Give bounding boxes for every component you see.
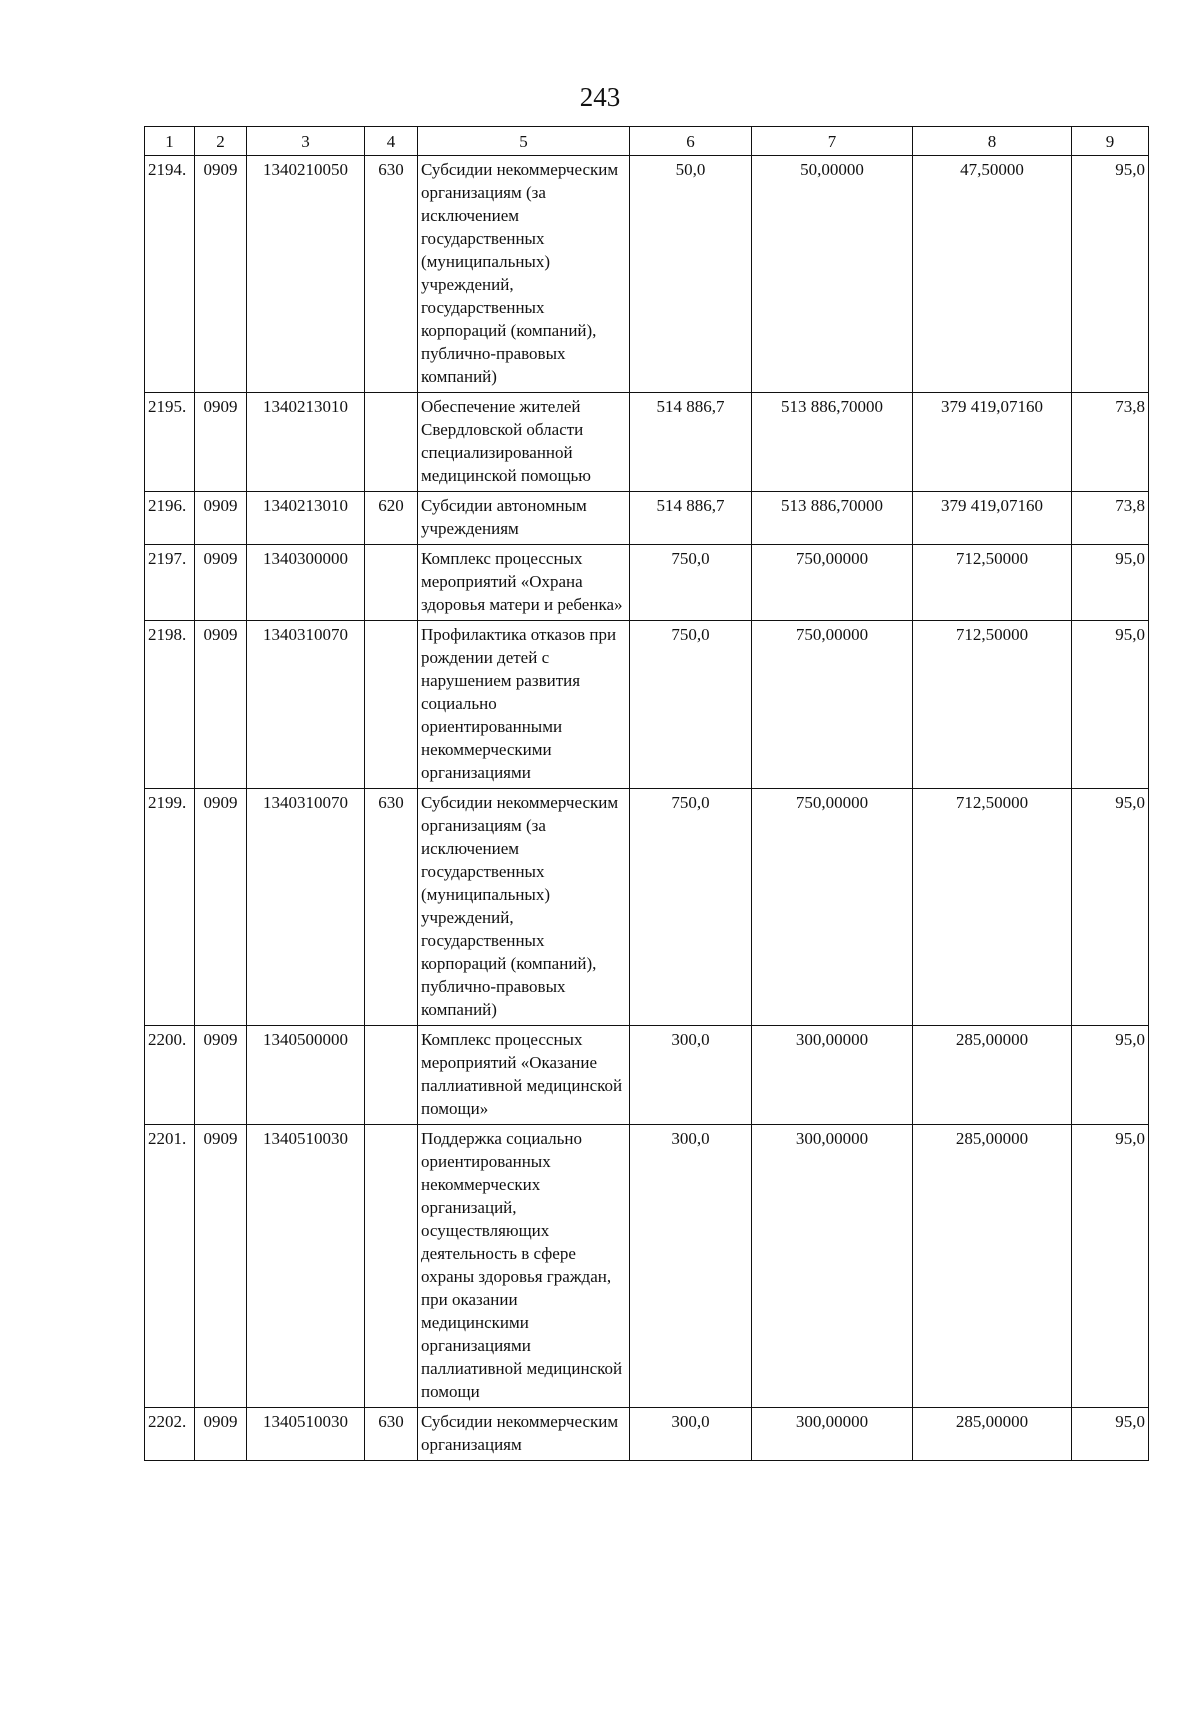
table-row — [145, 156, 1149, 393]
expense-type-code — [365, 1125, 418, 1408]
expense-type-code: 620 — [365, 492, 418, 545]
refined-amount: 300,00000 — [752, 1026, 913, 1125]
section-code: 0909 — [195, 621, 247, 789]
target-code: 1340210050 — [247, 156, 365, 393]
target-code: 1340510030 — [247, 1125, 365, 1408]
plan-amount: 514 886,7 — [630, 393, 752, 492]
row-number: 2198. — [145, 621, 195, 789]
item-name: Субсидии некоммерческим организациям — [418, 1408, 630, 1461]
item-name: Субсидии автономным учреждениям — [418, 492, 630, 545]
table-row — [145, 621, 1149, 789]
table-row — [145, 492, 1149, 545]
execution-percent: 95,0 — [1072, 1026, 1149, 1125]
refined-amount: 300,00000 — [752, 1125, 913, 1408]
section-code: 0909 — [195, 1125, 247, 1408]
target-code: 1340500000 — [247, 1026, 365, 1125]
plan-amount: 300,0 — [630, 1026, 752, 1125]
column-header: 4 — [365, 127, 418, 156]
row-number: 2201. — [145, 1125, 195, 1408]
plan-amount: 50,0 — [630, 156, 752, 393]
executed-amount: 712,50000 — [913, 789, 1072, 1026]
table-row — [145, 789, 1149, 1026]
column-header: 5 — [418, 127, 630, 156]
executed-amount: 379 419,07160 — [913, 393, 1072, 492]
execution-percent: 95,0 — [1072, 1408, 1149, 1461]
table-row — [145, 545, 1149, 621]
item-name: Комплекс процессных мероприятий «Оказание паллиативной медицинской помощи» — [418, 1026, 630, 1125]
target-code: 1340310070 — [247, 789, 365, 1026]
plan-amount: 750,0 — [630, 621, 752, 789]
plan-amount: 514 886,7 — [630, 492, 752, 545]
section-code: 0909 — [195, 789, 247, 1026]
executed-amount: 285,00000 — [913, 1125, 1072, 1408]
item-name: Профилактика отказов при рождении детей с нарушением развития социально ориентированными некоммерческими организациями — [418, 621, 630, 789]
refined-amount: 300,00000 — [752, 1408, 913, 1461]
expense-type-code — [365, 545, 418, 621]
expense-type-code: 630 — [365, 156, 418, 393]
budget-table — [144, 126, 1149, 1461]
expense-type-code: 630 — [365, 1408, 418, 1461]
item-name: Поддержка социально ориентированных некоммерческих организаций, осуществляющих деятельность в сфере охраны здоровья граждан, при оказании медицинскими организациями паллиативной медицинской помощи — [418, 1125, 630, 1408]
column-header: 2 — [195, 127, 247, 156]
table-row — [145, 1026, 1149, 1125]
row-number: 2202. — [145, 1408, 195, 1461]
plan-amount: 750,0 — [630, 545, 752, 621]
section-code: 0909 — [195, 545, 247, 621]
row-number: 2195. — [145, 393, 195, 492]
target-code: 1340310070 — [247, 621, 365, 789]
expense-type-code — [365, 621, 418, 789]
target-code: 1340300000 — [247, 545, 365, 621]
section-code: 0909 — [195, 1026, 247, 1125]
item-name: Субсидии некоммерческим организациям (за исключением государственных (муниципальных) учреждений, государственных корпораций (компаний), публично-правовых компаний) — [418, 789, 630, 1026]
table-row — [145, 393, 1149, 492]
page-number: 243 — [579, 82, 621, 112]
column-header: 3 — [247, 127, 365, 156]
plan-amount: 300,0 — [630, 1125, 752, 1408]
expense-type-code: 630 — [365, 789, 418, 1026]
item-name: Комплекс процессных мероприятий «Охрана здоровья матери и ребенка» — [418, 545, 630, 621]
refined-amount: 750,00000 — [752, 789, 913, 1026]
executed-amount: 285,00000 — [913, 1026, 1072, 1125]
target-code: 1340213010 — [247, 492, 365, 545]
refined-amount: 50,00000 — [752, 156, 913, 393]
row-number: 2194. — [145, 156, 195, 393]
expense-type-code — [365, 393, 418, 492]
section-code: 0909 — [195, 492, 247, 545]
plan-amount: 750,0 — [630, 789, 752, 1026]
refined-amount: 750,00000 — [752, 545, 913, 621]
section-code: 0909 — [195, 156, 247, 393]
row-number: 2199. — [145, 789, 195, 1026]
item-name: Обеспечение жителей Свердловской области специализированной медицинской помощью — [418, 393, 630, 492]
row-number: 2196. — [145, 492, 195, 545]
row-number: 2200. — [145, 1026, 195, 1125]
table-row — [145, 1125, 1149, 1408]
target-code: 1340510030 — [247, 1408, 365, 1461]
row-number: 2197. — [145, 545, 195, 621]
execution-percent: 95,0 — [1072, 545, 1149, 621]
column-header: 1 — [145, 127, 195, 156]
execution-percent: 95,0 — [1072, 1125, 1149, 1408]
column-header: 9 — [1072, 127, 1149, 156]
target-code: 1340213010 — [247, 393, 365, 492]
section-code: 0909 — [195, 1408, 247, 1461]
refined-amount: 513 886,70000 — [752, 492, 913, 545]
execution-percent: 95,0 — [1072, 789, 1149, 1026]
execution-percent: 73,8 — [1072, 492, 1149, 545]
plan-amount: 300,0 — [630, 1408, 752, 1461]
executed-amount: 379 419,07160 — [913, 492, 1072, 545]
column-header: 6 — [630, 127, 752, 156]
executed-amount: 712,50000 — [913, 545, 1072, 621]
executed-amount: 47,50000 — [913, 156, 1072, 393]
executed-amount: 712,50000 — [913, 621, 1072, 789]
expense-type-code — [365, 1026, 418, 1125]
item-name: Субсидии некоммерческим организациям (за исключением государственных (муниципальных) учреждений, государственных корпораций (компаний), публично-правовых компаний) — [418, 156, 630, 393]
execution-percent: 73,8 — [1072, 393, 1149, 492]
header-row — [145, 127, 1149, 156]
column-header: 8 — [913, 127, 1072, 156]
table-row — [145, 1408, 1149, 1461]
refined-amount: 750,00000 — [752, 621, 913, 789]
executed-amount: 285,00000 — [913, 1408, 1072, 1461]
refined-amount: 513 886,70000 — [752, 393, 913, 492]
execution-percent: 95,0 — [1072, 156, 1149, 393]
execution-percent: 95,0 — [1072, 621, 1149, 789]
section-code: 0909 — [195, 393, 247, 492]
column-header: 7 — [752, 127, 913, 156]
